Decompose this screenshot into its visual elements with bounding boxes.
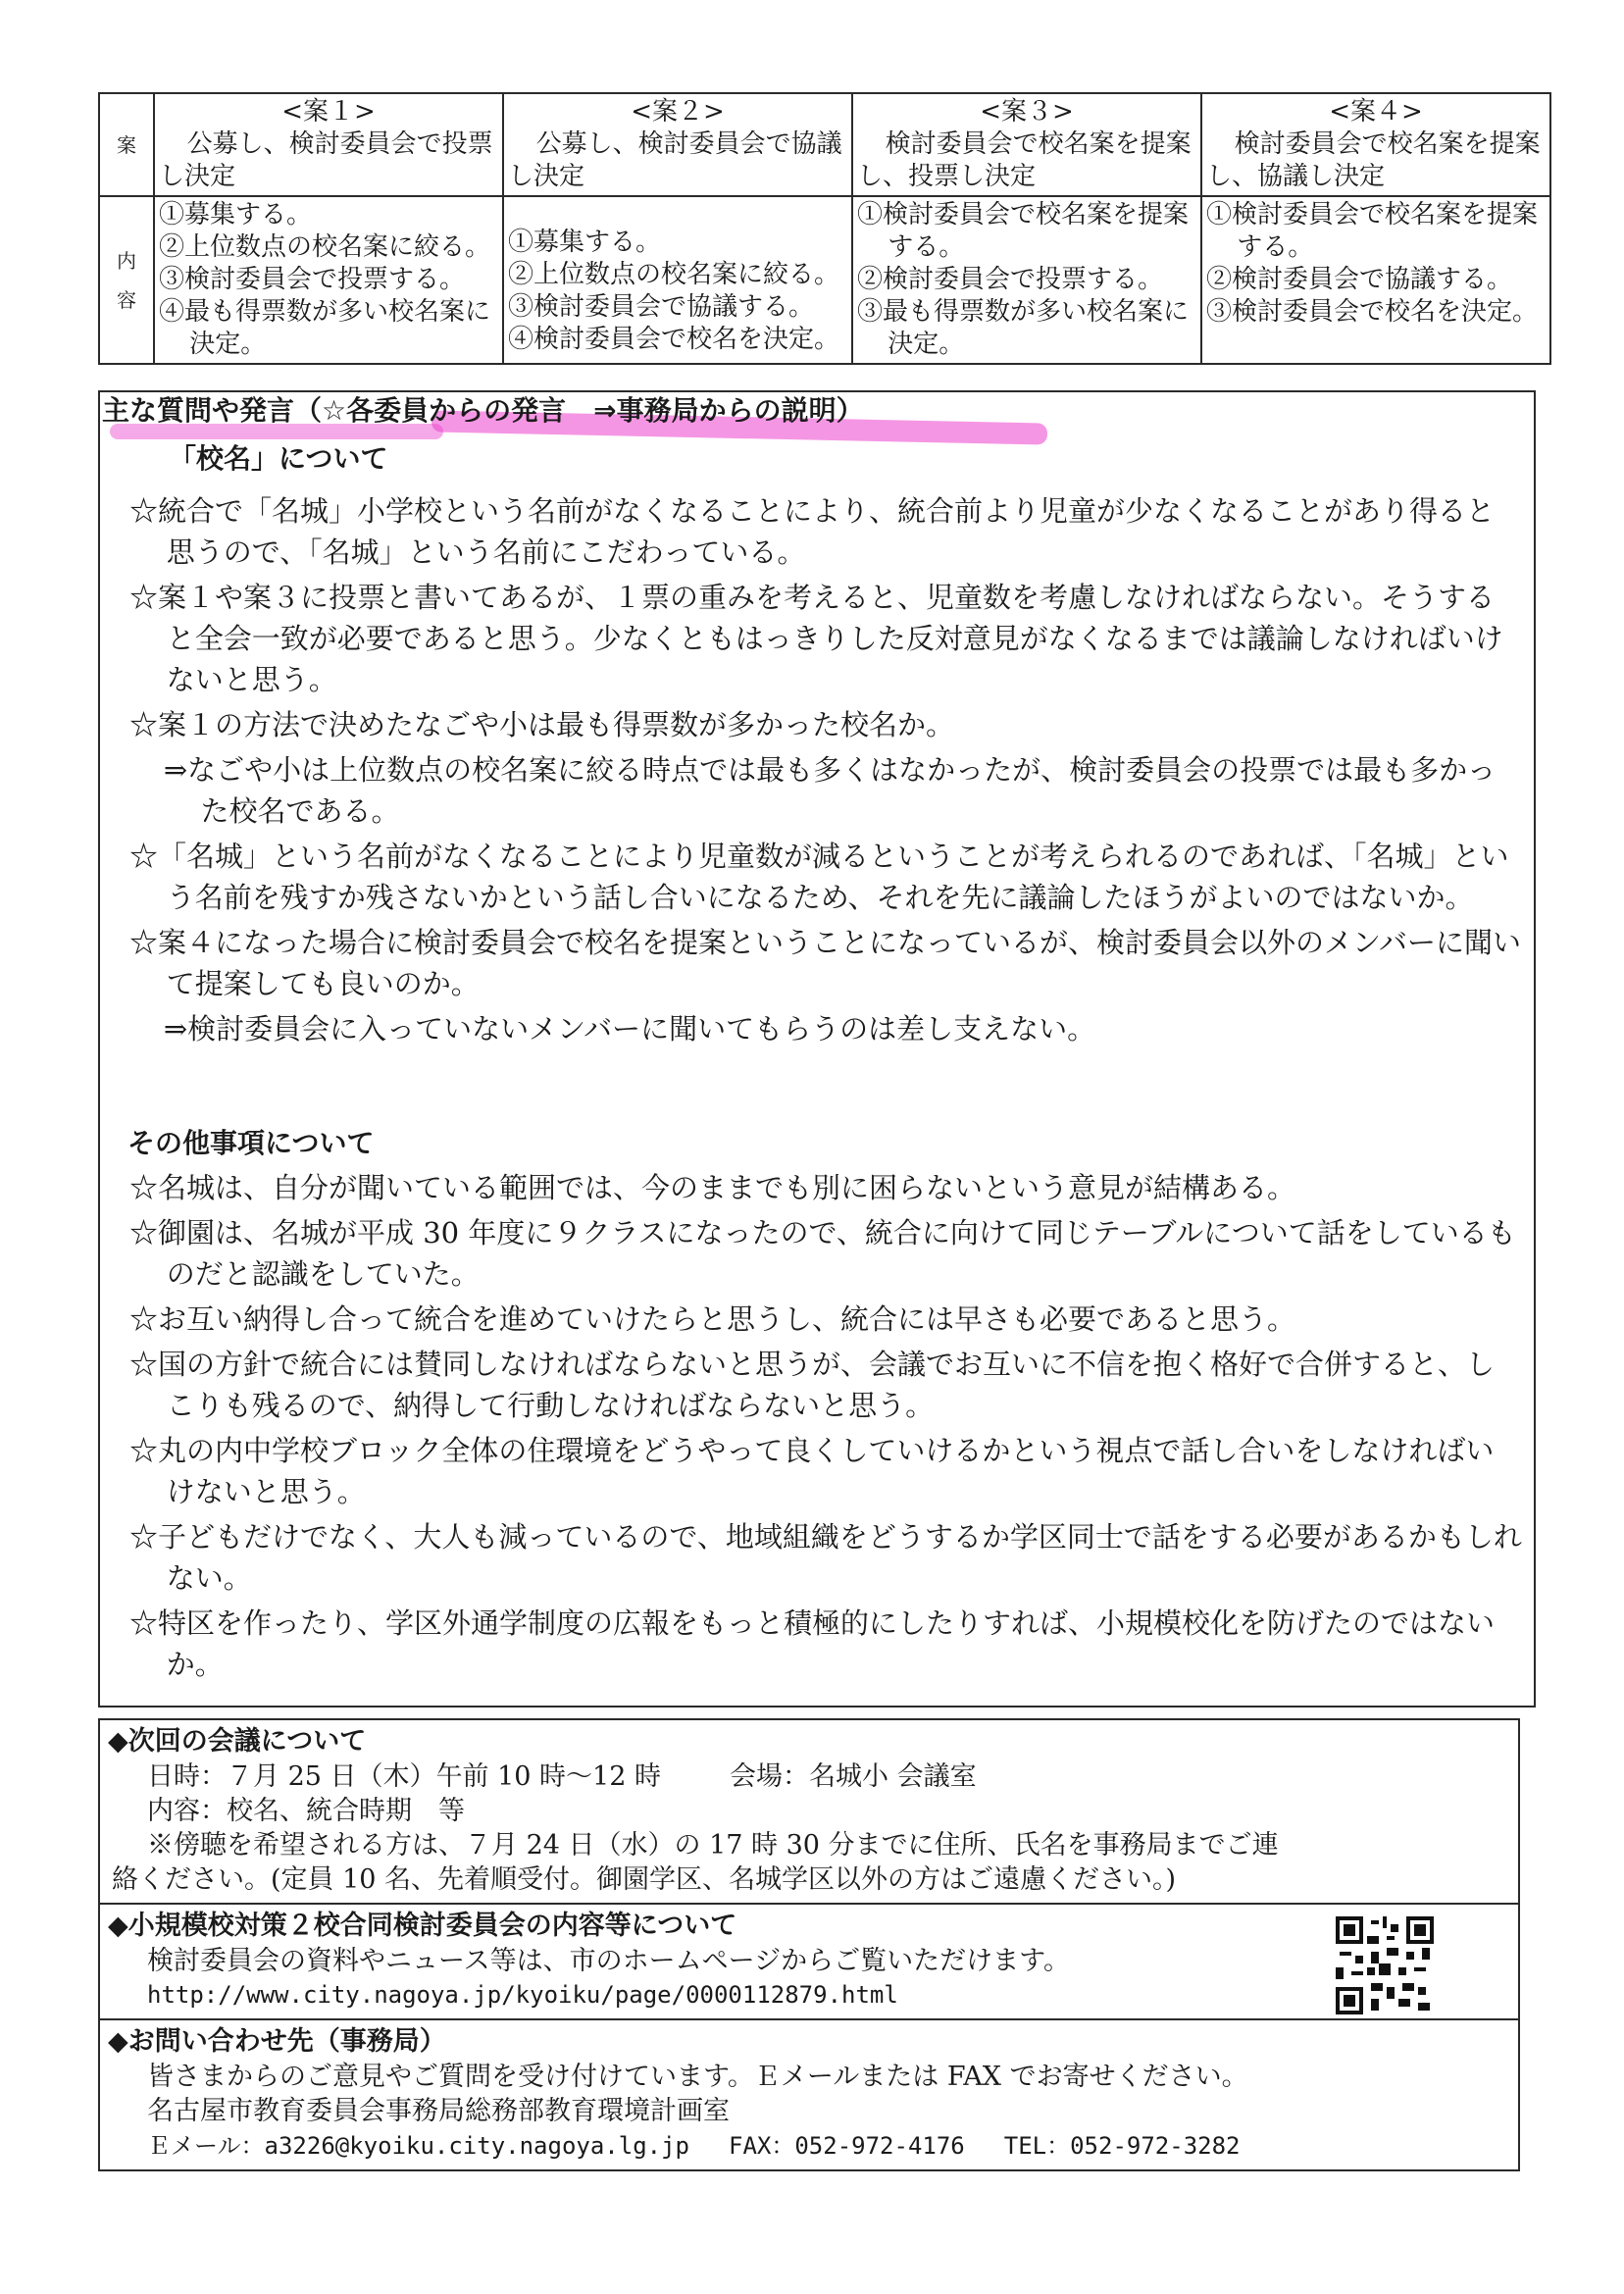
committee-info-section	[100, 1905, 1518, 2020]
plan-4-step: ①検討委員会で校名案を提案する。	[1206, 200, 1539, 262]
plan-1-step: ②上位数点の校名案に絞る。	[159, 232, 491, 262]
comment-item: ☆案４になった場合に検討委員会で校名を提案ということになっているが、検討委員会以外のメンバーに聞いて提案しても良いのか。	[129, 926, 1521, 1000]
discussion-title: 主な質問や発言（☆各委員からの発言 ⇒事務局からの説明）	[102, 394, 864, 427]
comment-item: ☆御園は、名城が平成 30 年度に９クラスになったので、統合に向けて同じテーブルについて話をしているものだと認識をしていた。	[129, 1216, 1516, 1291]
plan-3-step: ①検討委員会で校名案を提案する。	[857, 200, 1190, 262]
contact-fax: FAX：052-972-4176	[729, 2132, 965, 2160]
other-heading: その他事項について	[127, 1127, 375, 1159]
comment-item: ☆案１の方法で決めたなごや小は最も得票数が多かった校名か。	[129, 708, 955, 741]
contact-text: 皆さまからのご意見やご質問を受け付けています。Ｅメールまたは FAX でお寄せください。	[147, 2062, 1248, 2092]
plan-1-title: <案１>	[281, 97, 376, 127]
row-head-content	[99, 196, 154, 364]
next-meeting-note: ※傍聴を希望される方は、７月 24 日（水）の 17 時 30 分までに住所、氏名を事務局までご連	[147, 1830, 1279, 1861]
plan-3-step: ③最も得票数が多い校名案に決定。	[857, 297, 1190, 359]
plan-4-header	[1201, 93, 1550, 196]
plan-2-content	[503, 196, 852, 364]
school-name-list	[129, 490, 1522, 1053]
plan-3-header	[852, 93, 1201, 196]
plan-4-step: ③検討委員会で校名を決定。	[1206, 297, 1539, 327]
discussion-box	[98, 390, 1536, 1708]
next-meeting-content: 内容：校名、統合時期 等	[147, 1796, 465, 1826]
row-head-plan: 案	[99, 93, 154, 196]
reply-item: ⇒なごや小は上位数点の校名案に絞る時点では最も多くはなかったが、検討委員会の投票では最も多かった校名である。	[163, 753, 1497, 828]
plan-3-step: ②検討委員会で投票する。	[857, 265, 1164, 294]
plans-table	[98, 92, 1551, 365]
committee-info-text: 検討委員会の資料やニュース等は、市のホームページからご覧いただけます。	[147, 1946, 1070, 1976]
plan-2-desc: 公募し、検討委員会で協議し決定	[508, 129, 842, 191]
row-head-content-label: 内 容	[117, 248, 136, 312]
contact-tel: TEL：052-972-3282	[1003, 2132, 1241, 2160]
plan-4-content	[1201, 196, 1550, 364]
plan-1-step: ③検討委員会で投票する。	[159, 265, 466, 294]
comment-item: ☆統合で「名城」小学校という名前がなくなることにより、統合前より児童が少なくなることがあり得ると思うので、「名城」という名前にこだわっている。	[129, 494, 1496, 569]
next-meeting-section	[100, 1720, 1518, 1905]
plan-4-desc: 検討委員会で校名案を提案し、協議し決定	[1206, 129, 1541, 191]
comment-item: ☆丸の内中学校ブロック全体の住環境をどうやって良くしていけるかという視点で話し合いをしなければいけないと思う。	[129, 1434, 1495, 1508]
next-meeting-title: ◆次回の会議について	[108, 1726, 367, 1757]
contact-office: 名古屋市教育委員会事務局総務部教育環境計画室	[147, 2096, 730, 2126]
plan-2-step: ①募集する。	[508, 228, 662, 257]
plan-2-header	[503, 93, 852, 196]
plan-4-title: <案４>	[1329, 97, 1423, 127]
contact-section	[100, 2020, 1518, 2169]
plan-1-header	[154, 93, 503, 196]
comment-item: ☆名城は、自分が聞いている範囲では、今のままでも別に困らないという意見が結構ある。	[129, 1171, 1296, 1204]
comment-item: ☆「名城」という名前がなくなることにより児童数が減るということが考えられるのであれば、「名城」という名前を残すか残さないかという話し合いになるため、それを先に議論したほうがよいのではないか。	[129, 840, 1509, 914]
comment-item: ☆子どもだけでなく、大人も減っているので、地域組織をどうするか学区同士で話をする必要があるかもしれない。	[129, 1520, 1522, 1595]
plan-2-step: ②上位数点の校名案に絞る。	[508, 260, 840, 289]
qr-code-icon[interactable]	[1336, 1916, 1434, 2014]
comment-item: ☆案１や案３に投票と書いてあるが、１票の重みを考えると、児童数を考慮しなければならない。そうすると全会一致が必要であると思う。少なくともはっきりした反対意見がなくなるまでは議論しなければいけないと思う。	[129, 581, 1503, 696]
plan-1-content	[154, 196, 503, 364]
next-meeting-note: 絡ください。(定員 10 名、先着順受付。御園学区、名城学区以外の方はご遠慮ください。)	[112, 1864, 1177, 1895]
next-meeting-datetime: 日時：７月 25 日（木）午前 10 時～12 時	[147, 1761, 661, 1792]
plan-1-step: ①募集する。	[159, 200, 313, 229]
plan-4-step: ②検討委員会で協議する。	[1206, 265, 1513, 294]
comment-item: ☆特区を作ったり、学区外通学制度の広報をもっと積極的にしたりすれば、小規模校化を防げたのではないか。	[129, 1606, 1496, 1681]
plans-content-row	[99, 196, 1550, 364]
committee-info-title: ◆小規模校対策２校合同検討委員会の内容等について	[108, 1911, 737, 1941]
info-box	[98, 1718, 1520, 2171]
plan-2-title: <案２>	[631, 97, 725, 127]
comment-item: ☆国の方針で統合には賛同しなければならないと思うが、会議でお互いに不信を抱く格好で合併すると、しこりも残るので、納得して行動しなければならないと思う。	[129, 1348, 1496, 1422]
plans-title-row	[99, 93, 1550, 196]
comment-item: ☆お互い納得し合って統合を進めていけたらと思うし、統合には早さも必要であると思う。	[129, 1302, 1296, 1336]
plan-2-step: ④検討委員会で校名を決定。	[508, 325, 840, 354]
plan-3-title: <案３>	[980, 97, 1074, 127]
next-meeting-venue: 会場：名城小 会議室	[729, 1761, 977, 1792]
plan-1-desc: 公募し、検討委員会で投票し決定	[159, 129, 493, 191]
contact-title: ◆お問い合わせ先（事務局）	[108, 2026, 446, 2057]
committee-url-link[interactable]: http://www.city.nagoya.jp/kyoiku/page/0000112879.html	[147, 1981, 898, 2009]
plan-3-desc: 検討委員会で校名案を提案し、投票し決定	[857, 129, 1192, 191]
contact-email[interactable]: Ｅメール：a3226@kyoiku.city.nagoya.lg.jp	[147, 2132, 689, 2160]
plan-2-step: ③検討委員会で協議する。	[508, 292, 815, 322]
reply-item: ⇒検討委員会に入っていないメンバーに聞いてもらうのは差し支えない。	[163, 1012, 1096, 1045]
next-meeting-datetime-line	[108, 1759, 1510, 1794]
other-list	[129, 1167, 1522, 1689]
contact-details-line	[108, 2128, 1510, 2164]
plan-1-step: ④最も得票数が多い校名案に決定。	[159, 297, 491, 359]
school-name-heading: 「校名」について	[169, 442, 388, 475]
plan-3-content	[852, 196, 1201, 364]
